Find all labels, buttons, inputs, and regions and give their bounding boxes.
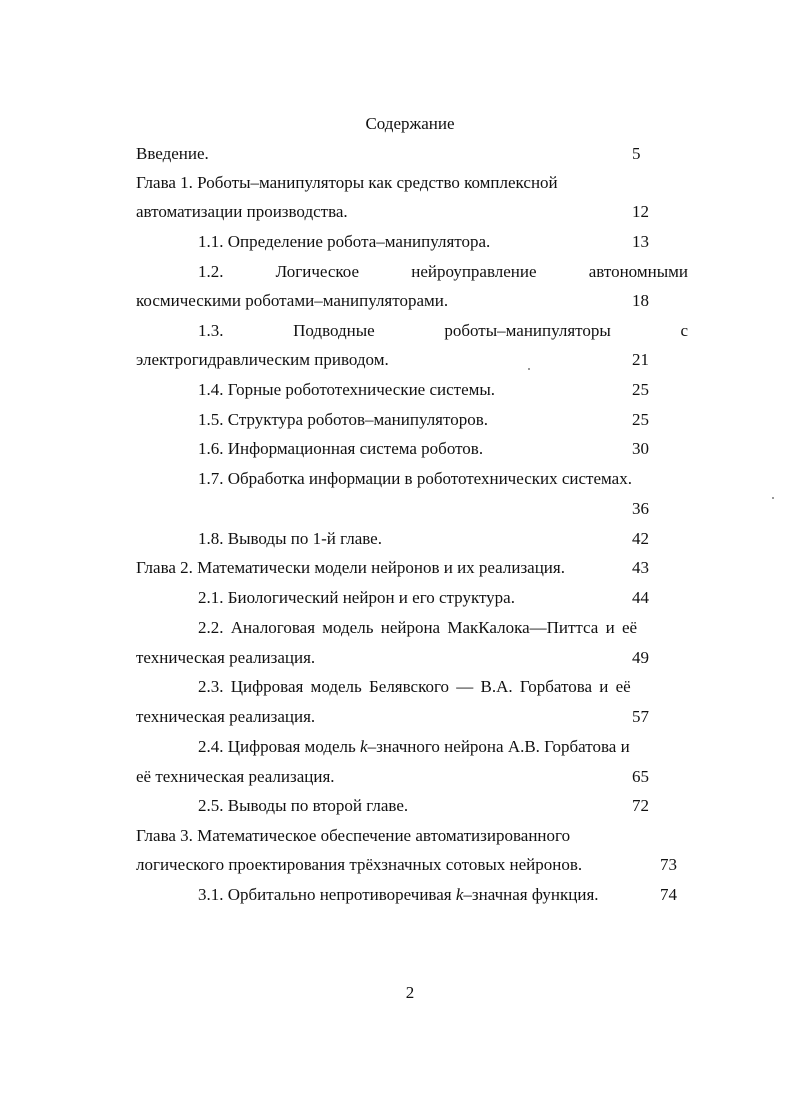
- toc-page-2-3: 57: [632, 707, 649, 726]
- toc-page-1-2: 18: [632, 291, 649, 310]
- toc-page-1-5: 25: [632, 410, 649, 429]
- toc-page-2-1: 44: [632, 588, 649, 607]
- toc-entry-1-3-line2: электрогидравлическим приводом.: [136, 350, 389, 369]
- toc-text: –значная функция.: [463, 885, 599, 904]
- toc-entry-2-3-line2: техническая реализация.: [136, 707, 316, 726]
- toc-word: нейроуправление: [411, 262, 537, 281]
- toc-entry-ch3-line2: логического проектирования трёхзначных сотовых нейронов.: [136, 855, 583, 874]
- toc-entry-ch1-line1: Глава 1. Роботы–манипуляторы как средство комплексной: [136, 173, 558, 192]
- toc-entry-3-1: [198, 885, 599, 905]
- toc-page-ch3: 73: [660, 855, 677, 874]
- scan-speck: [528, 368, 530, 370]
- toc-text: 3.1. Орбитально непротиворечивая: [198, 885, 456, 904]
- toc-page-ch2: 43: [632, 558, 649, 577]
- toc-word: 1.3.: [198, 321, 224, 340]
- toc-entry-2-2-line2: техническая реализация.: [136, 648, 316, 667]
- toc-entry-1-1: 1.1. Определение робота–манипулятора.: [198, 232, 491, 251]
- page-number: 2: [405, 983, 415, 1002]
- toc-word: Логическое: [275, 262, 360, 281]
- toc-page-ch1: 12: [632, 202, 649, 221]
- toc-entry-1-2-line1: [198, 262, 688, 282]
- toc-text: 2.4. Цифровая модель: [198, 737, 361, 756]
- scan-speck: [772, 497, 774, 499]
- toc-text-italic-k: k: [360, 737, 368, 756]
- toc-entry-2-1: 2.1. Биологический нейрон и его структура.: [198, 588, 515, 607]
- toc-entry-1-2-line2: космическими роботами–манипуляторами.: [136, 291, 449, 310]
- toc-page-1-3: 21: [632, 350, 649, 369]
- toc-entry-1-8: 1.8. Выводы по 1-й главе.: [198, 529, 382, 548]
- toc-entry-2-4-line2: её техническая реализация.: [136, 767, 335, 786]
- toc-entry-1-6: 1.6. Информационная система роботов.: [198, 439, 484, 458]
- page-title: Содержание: [365, 114, 455, 133]
- toc-page-1-6: 30: [632, 439, 649, 458]
- toc-page-2-4: 65: [632, 767, 649, 786]
- toc-page-1-8: 42: [632, 529, 649, 548]
- toc-page-1-1: 13: [632, 232, 649, 251]
- toc-entry-2-2-line1: 2.2. Аналоговая модель нейрона МакКалока—Питтса и её: [198, 618, 638, 637]
- toc-entry-ch2: Глава 2. Математически модели нейронов и их реализация.: [136, 558, 565, 577]
- toc-word: роботы–манипуляторы: [444, 321, 611, 340]
- toc-page-1-7: 36: [632, 499, 649, 518]
- toc-entry-2-4-line1: [198, 737, 630, 757]
- toc-text: –значного нейрона А.В. Горбатова и: [367, 737, 630, 756]
- toc-entry-1-7: 1.7. Обработка информации в робототехнических системах.: [198, 469, 632, 488]
- toc-word: Подводные: [293, 321, 375, 340]
- toc-entry-ch3-line1: Глава 3. Математическое обеспечение автоматизированного: [136, 826, 571, 845]
- toc-entry-2-3-line1: 2.3. Цифровая модель Белявского — В.А. Горбатова и её: [198, 677, 631, 696]
- toc-entry-1-4: 1.4. Горные робототехнические системы.: [198, 380, 496, 399]
- toc-word: с: [680, 321, 688, 340]
- toc-entry-1-3-line1: [198, 321, 688, 341]
- toc-page-2-2: 49: [632, 648, 649, 667]
- toc-text-italic-k: k: [455, 885, 464, 904]
- toc-word: 1.2.: [198, 262, 224, 281]
- toc-page-2-5: 72: [632, 796, 649, 815]
- toc-entry-1-5: 1.5. Структура роботов–манипуляторов.: [198, 410, 488, 429]
- toc-word: автономными: [588, 262, 688, 281]
- toc-page-intro: 5: [632, 144, 641, 163]
- toc-page-1-4: 25: [632, 380, 649, 399]
- toc-page-3-1: 74: [660, 885, 677, 904]
- toc-entry-ch1-line2: автоматизации производства.: [136, 202, 348, 221]
- toc-entry-intro: Введение.: [136, 144, 209, 163]
- toc-entry-2-5: 2.5. Выводы по второй главе.: [198, 796, 409, 815]
